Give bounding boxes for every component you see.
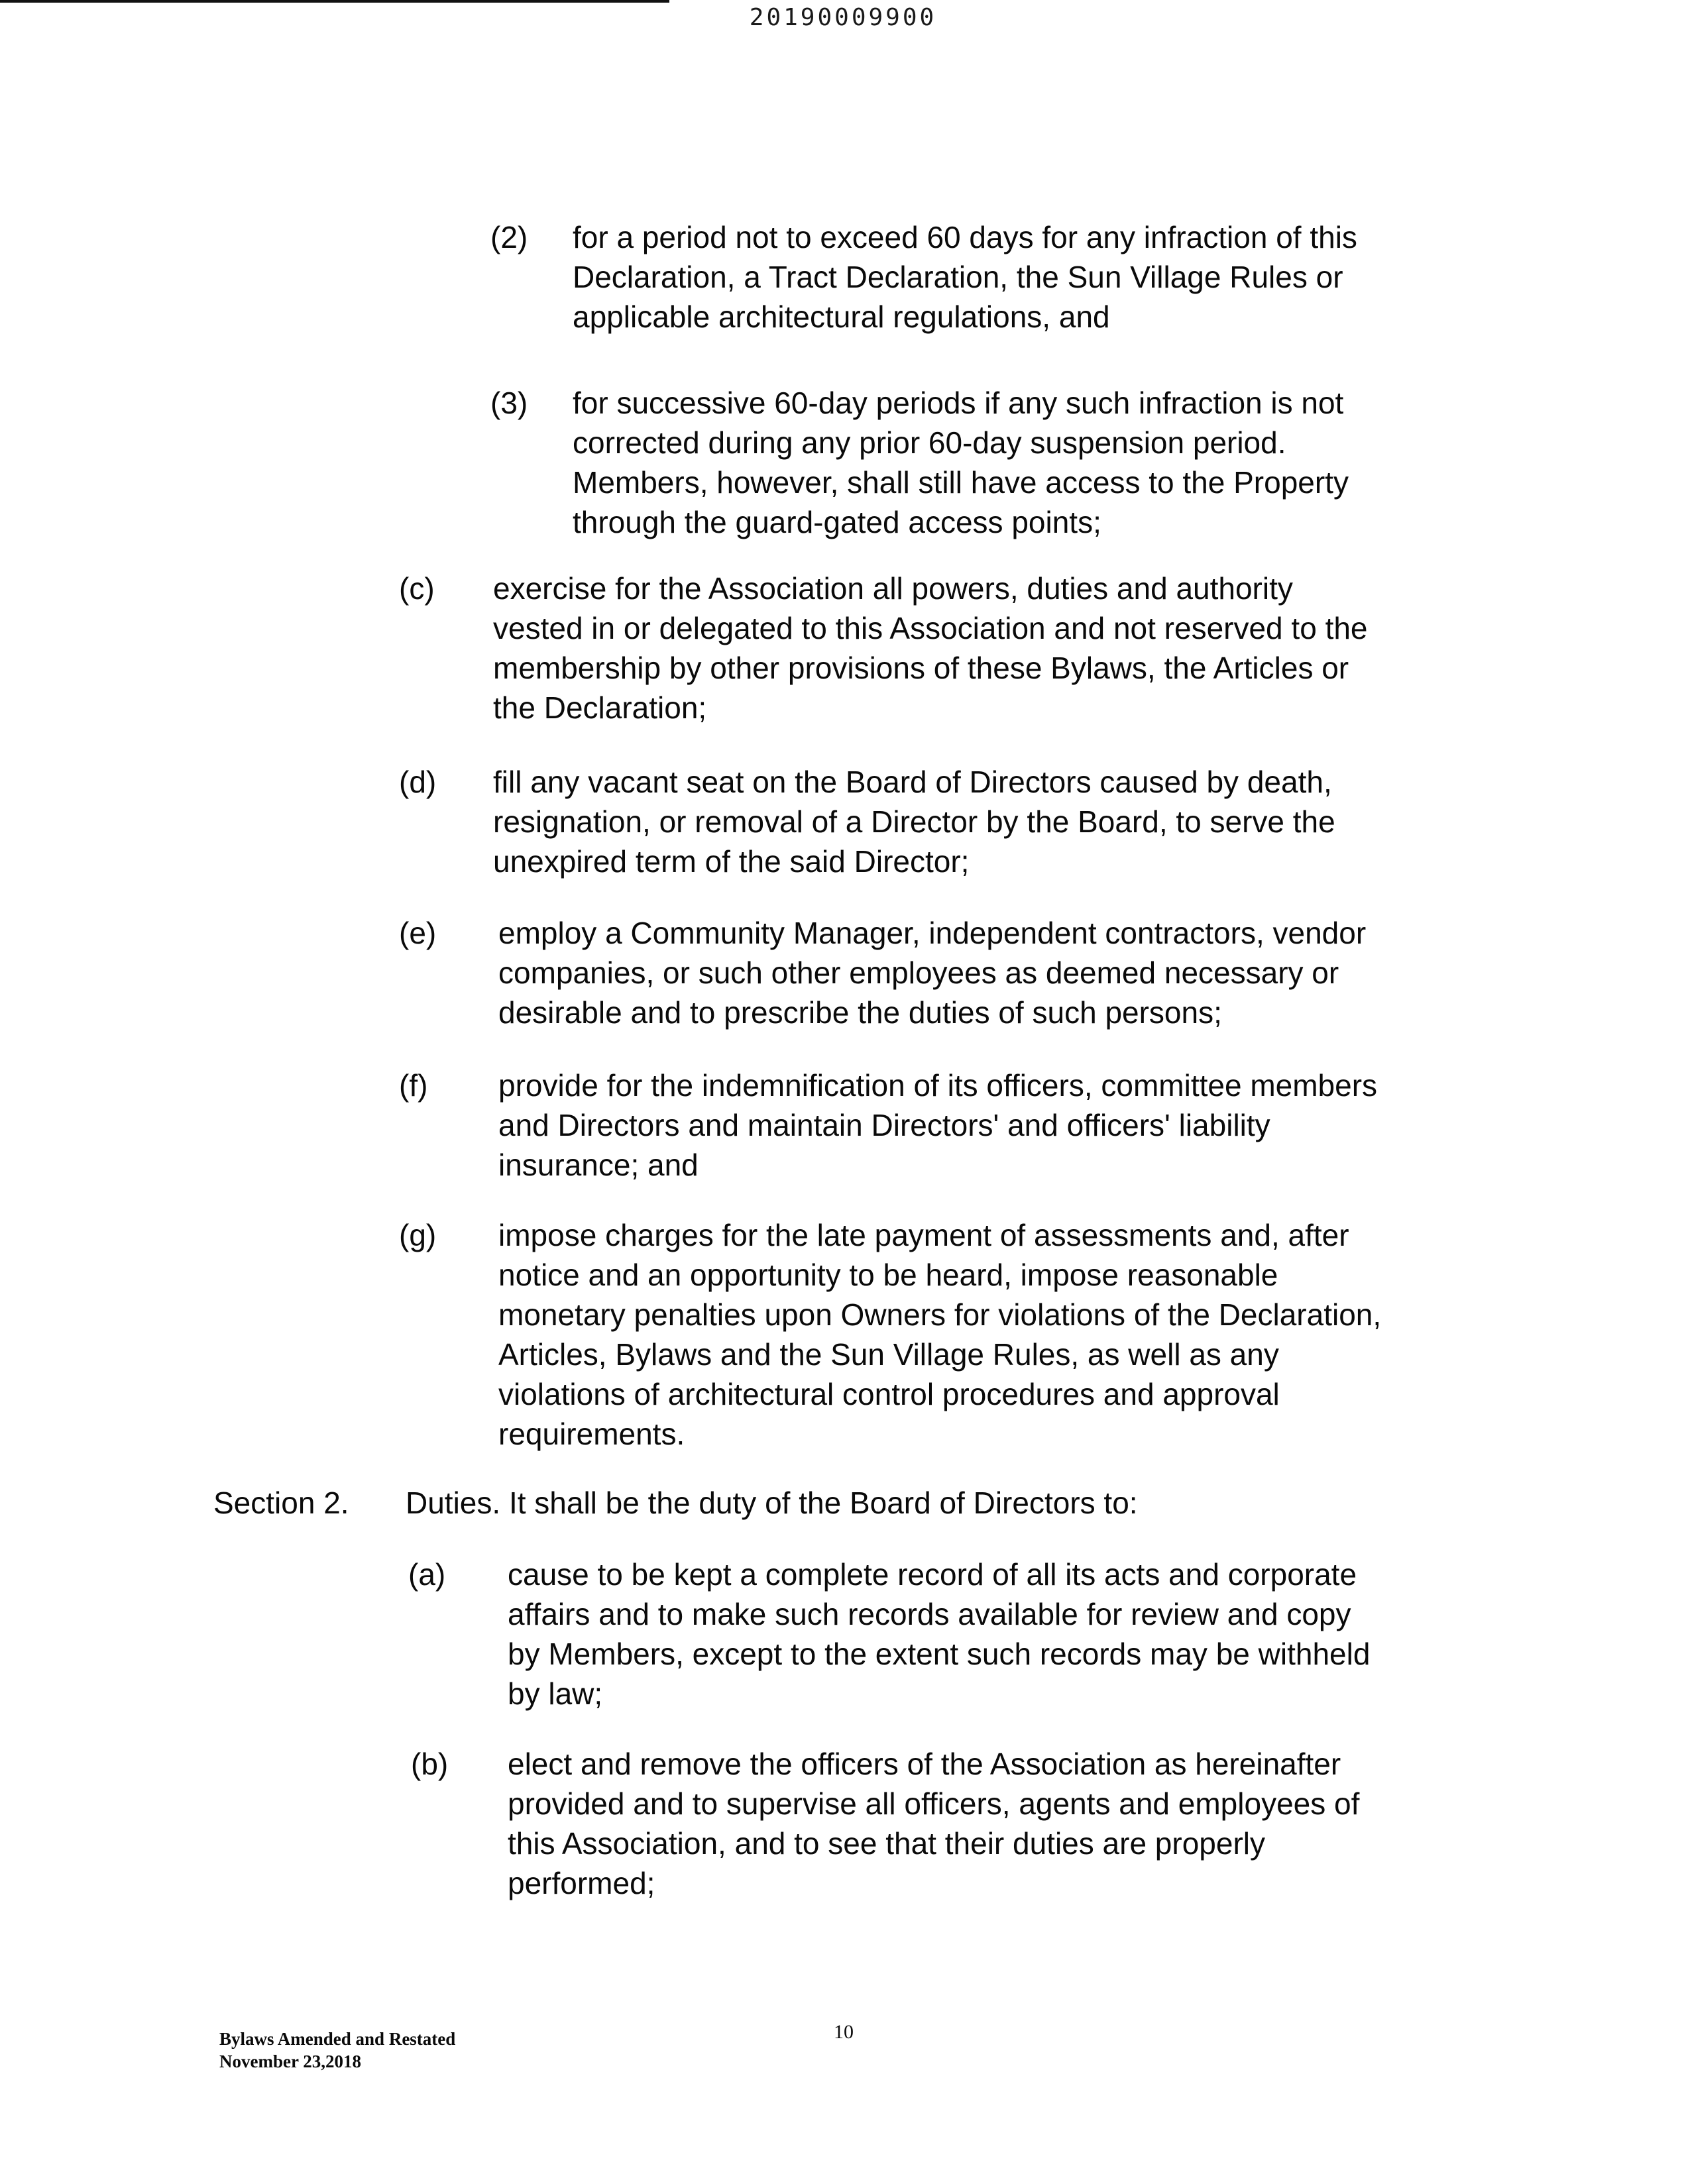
- page-number: 10: [834, 2021, 854, 2043]
- clause-marker: (2): [490, 220, 528, 254]
- clause-marker: (a): [408, 1557, 446, 1592]
- clause-marker: (e): [399, 916, 437, 950]
- clause-text: fill any vacant seat on the Board of Directors caused by death, resignation, or removal of a Director by the Board, to serve the unexpired term of the said Director;: [493, 765, 1335, 879]
- footer-document-title: [219, 2028, 455, 2073]
- footer-title-line: Bylaws Amended and Restated: [219, 2029, 456, 2049]
- footer-date-line: November 23,2018: [219, 2051, 361, 2071]
- document-number: 20190009900: [749, 4, 937, 31]
- clause-text: elect and remove the officers of the Association as hereinafter provided and to supervise all officers, agents and employees of this Association, and to see that their duties are properly performed;: [508, 1747, 1360, 1900]
- clause-text: exercise for the Association all powers, duties and authority vested in or delegated to this Association and not reserved to the membership by other provisions of these Bylaws, the Articles or the Declaration;: [493, 571, 1368, 725]
- clause-marker: (f): [399, 1068, 428, 1103]
- clause-marker: (g): [399, 1218, 437, 1252]
- clause-text: impose charges for the late payment of assessments and, after notice and an opportunity to be heard, impose reasonable monetary penalties upon Owners for violations of the Declaration, Articles, Bylaws and the Sun Village Rules, as well as any violations of architectural control procedures and approval requirements.: [498, 1218, 1382, 1451]
- section-label: Section 2.: [213, 1486, 349, 1520]
- clause-text: for a period not to exceed 60 days for any infraction of this Declaration, a Tract Declaration, the Sun Village Rules or applicable architectural regulations, and: [573, 220, 1357, 334]
- clause-marker: (b): [411, 1747, 449, 1781]
- clause-marker: (3): [490, 386, 528, 420]
- clause-text: for successive 60-day periods if any such infraction is not corrected during any prior 60-day suspension period. Members, however, shall still have access to the Property through the guard-gated access points;: [573, 386, 1349, 539]
- clause-text: employ a Community Manager, independent contractors, vendor companies, or such other employees as deemed necessary or desirable and to prescribe the duties of such persons;: [498, 916, 1367, 1030]
- clause-marker: (c): [399, 571, 435, 606]
- clause-text: provide for the indemnification of its officers, committee members and Directors and maintain Directors' and officers' liability insurance; and: [498, 1068, 1378, 1182]
- clause-text: cause to be kept a complete record of all its acts and corporate affairs and to make such records available for review and copy by Members, except to the extent such records may be withheld by law;: [508, 1557, 1371, 1711]
- top-rule: [0, 0, 669, 3]
- clause-marker: (d): [399, 765, 437, 799]
- section-heading-text: Duties. It shall be the duty of the Board of Directors to:: [406, 1486, 1138, 1520]
